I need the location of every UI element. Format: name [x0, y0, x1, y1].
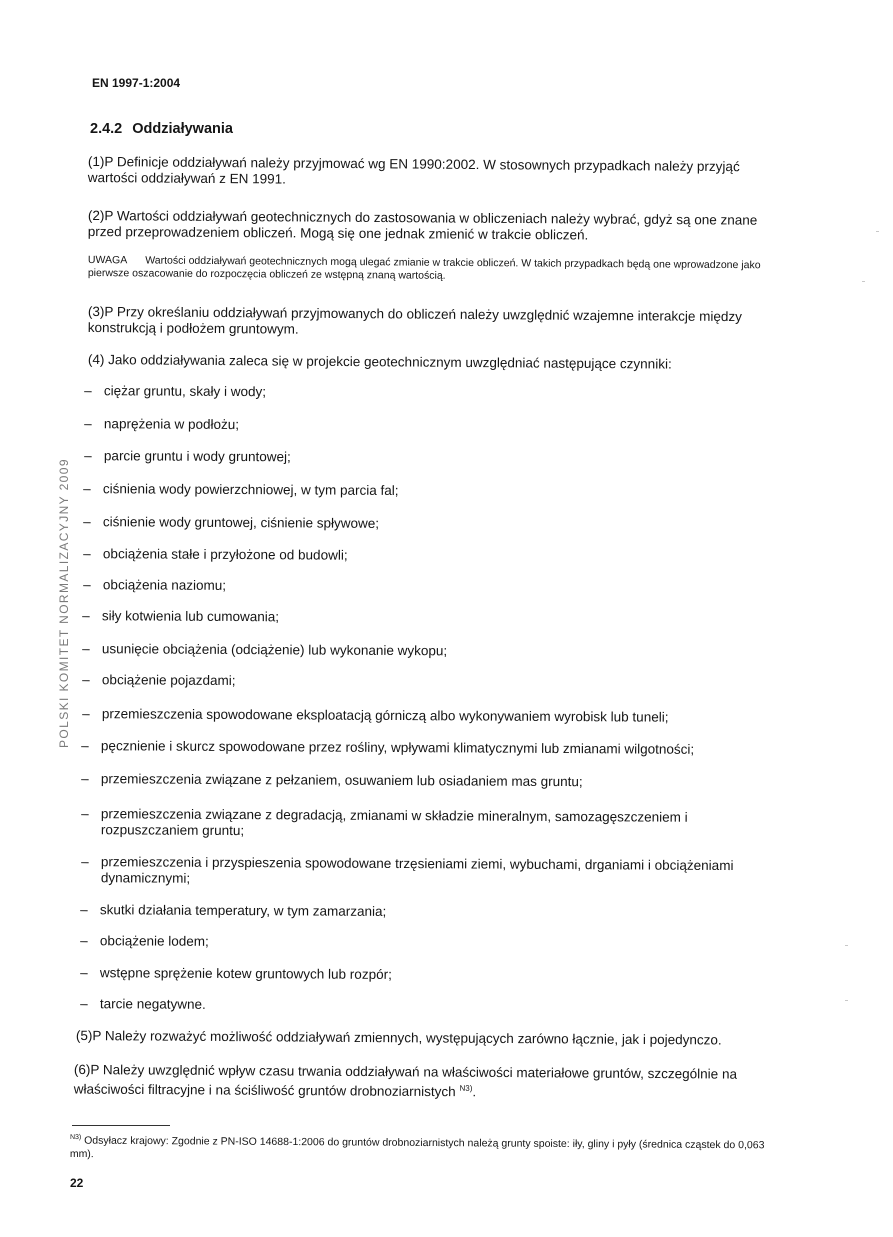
scan-speck	[876, 231, 879, 232]
list-item-text: parcie gruntu i wody gruntowej;	[103, 448, 291, 465]
list-item-text: przemieszczenia związane z degradacją, zmianami w składzie mineralnym, samozagęszczeniem i rozpuszczaniem gruntu;	[100, 806, 688, 839]
note-text: Wartości oddziaływań geotechnicznych mogą ulegać zmianie w trakcie obliczeń. W takich przypadkach będą one wprowadzone jako pierwsze oszacowanie do rozpoczęcia obliczeń ze wstępną znaną wartością.	[87, 254, 761, 282]
list-item-text: ciężar gruntu, skały i wody;	[103, 383, 267, 400]
footnote-marker: N3)	[69, 1133, 82, 1142]
list-dash: –	[83, 577, 91, 593]
page-number: 22	[70, 1176, 84, 1190]
list-dash: –	[84, 448, 92, 464]
note-label: UWAGA	[87, 254, 128, 267]
list-dash: –	[80, 902, 88, 918]
footnote-ref: N3)	[459, 1083, 473, 1093]
paragraph-6	[74, 1062, 774, 1102]
list-item-text: siły kotwienia lub cumowania;	[101, 608, 280, 625]
list-item-text: skutki działania temperatury, w tym zamarzania;	[99, 902, 387, 919]
list-item	[68, 965, 788, 985]
list-dash: –	[81, 854, 89, 870]
list-item	[70, 608, 790, 628]
list-item	[72, 383, 792, 403]
document-header: EN 1997-1:2004	[92, 76, 181, 90]
list-dash: –	[83, 481, 91, 497]
list-dash: –	[82, 672, 90, 688]
list-item-text: obciążenia stałe i przyłożone od budowli;	[102, 546, 348, 563]
list-dash: –	[82, 641, 90, 657]
list-item-text: przemieszczenia spowodowane eksploatacją górniczą albo wykonywaniem wyrobisk lub tuneli;	[101, 706, 669, 725]
list-item-text: usunięcie obciążenia (odciążenie) lub wykonanie wykopu;	[101, 641, 448, 659]
list-dash: –	[83, 546, 91, 562]
list-dash: –	[82, 706, 90, 722]
paragraph-6-text: (6)P Należy uwzględnić wpływ czasu trwania oddziaływań na właściwości materiałowe gruntów, szczególnie na właściwości filtracyjne i na ściśliwość gruntów drobnoziarnistych	[73, 1062, 738, 1100]
list-dash: –	[81, 806, 89, 822]
list-item-text: przemieszczenia związane z pełzaniem, osuwaniem lub osiadaniem mas gruntu;	[100, 771, 583, 790]
list-item	[72, 416, 792, 436]
list-item-text: ciśnienie wody gruntowej, ciśnienie spływowe;	[102, 514, 380, 531]
list-item	[72, 448, 792, 468]
list-item	[71, 577, 791, 597]
footnote	[70, 1131, 770, 1165]
scan-speck	[862, 281, 865, 282]
list-item	[71, 514, 791, 534]
paragraph-4: (4) Jako oddziaływania zaleca się w projekcie geotechnicznym uwzględniać następujące czynniki:	[87, 352, 672, 372]
list-dash: –	[84, 383, 92, 399]
footnote-text: Odsyłacz krajowy: Zgodnie z PN-ISO 14688-1:2006 do gruntów drobnoziarnistych należą grunty spoiste: iły, gliny i pyły (średnica cząstek do 0,063 mm).	[69, 1134, 765, 1160]
list-item	[70, 706, 790, 726]
footnote-divider	[72, 1125, 170, 1126]
list-item-text: naprężenia w podłożu;	[103, 416, 240, 433]
list-item-text: wstępne sprężenie kotew gruntowych lub rozpór;	[99, 965, 392, 982]
list-item	[69, 738, 789, 758]
paragraph-6-end: .	[472, 1084, 477, 1100]
list-item-text: pęcznienie i skurcz spowodowane przez rośliny, wpływami klimatycznymi lub zmianami wilgotności;	[100, 738, 695, 757]
list-dash: –	[80, 933, 88, 949]
paragraph-3: (3)P Przy określaniu oddziaływań przyjmowanych do obliczeń należy uwzględnić wzajemne interakcje między konstrukcją i podłożem gruntowym.	[87, 304, 743, 337]
list-dash: –	[81, 738, 89, 754]
list-item	[71, 481, 791, 501]
list-dash: –	[80, 965, 88, 981]
list-item	[71, 546, 791, 566]
list-item	[69, 854, 769, 890]
side-watermark: POLSKI KOMITET NORMALIZACYJNY 2009	[57, 458, 71, 748]
scan-speck	[845, 1000, 848, 1001]
list-item	[68, 902, 788, 922]
paragraph-5: (5)P Należy rozważyć możliwość oddziaływań zmiennych, występujących zarówno łącznie, jak i pojedynczo.	[75, 1028, 722, 1048]
list-item-text: obciążenia naziomu;	[102, 577, 227, 593]
list-item	[69, 771, 789, 791]
paragraph-2: (2)P Wartości oddziaływań geotechnicznych do zastosowania w obliczeniach należy wybrać, gdyż są one znane przed przeprowadzeniem obliczeń. Mogą się one jednak zmienić w trakcie obliczeń.	[87, 208, 758, 243]
list-item-text: przemieszczenia i przyspieszenia spowodowane trzęsieniami ziemi, wybuchami, drganiami i obciążeniami dynamicznymi;	[100, 854, 734, 886]
list-item-text: tarcie negatywne.	[99, 996, 206, 1012]
list-item	[68, 996, 788, 1016]
list-dash: –	[83, 514, 91, 530]
list-dash: –	[82, 608, 90, 624]
list-dash: –	[81, 771, 89, 787]
list-dash: –	[84, 416, 92, 432]
scan-speck	[845, 945, 848, 946]
list-item-text: obciążenie pojazdami;	[101, 672, 236, 689]
section-number: 2.4.2	[90, 121, 123, 137]
list-item	[69, 806, 719, 842]
list-item-text: obciążenie lodem;	[99, 933, 209, 949]
list-item	[70, 672, 790, 692]
list-item-text: ciśnienia wody powierzchniowej, w tym parcia fal;	[102, 481, 399, 499]
list-item	[68, 933, 788, 953]
paragraph-1: (1)P Definicje oddziaływań należy przyjmować wg EN 1990:2002. W stosownych przypadkach należy przyjąć wartości oddziaływań z EN 1991.	[87, 154, 740, 187]
list-item	[70, 641, 790, 661]
section-heading	[90, 121, 233, 137]
list-dash: –	[80, 996, 88, 1012]
note-block	[88, 254, 793, 286]
section-title: Oddziaływania	[132, 121, 233, 137]
